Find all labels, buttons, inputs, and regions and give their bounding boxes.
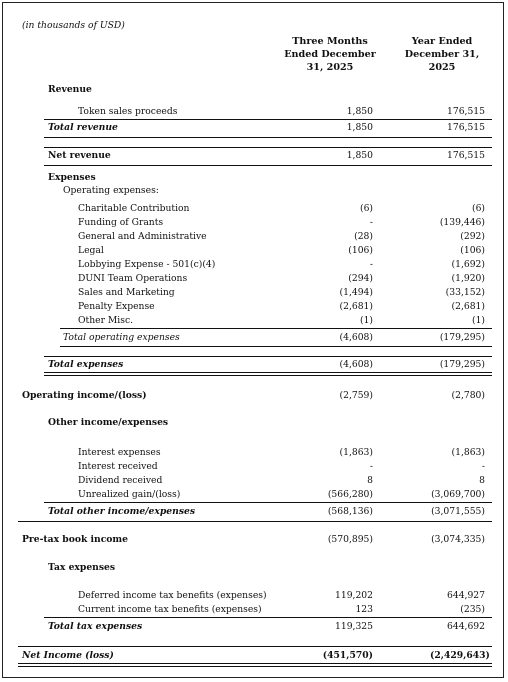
row-value-col2: (292) [460,231,485,242]
header-col1-line1: Three Months [292,36,368,47]
header-col1-line3: 31, 2025 [306,62,354,73]
row-value-col2: 176,515 [447,106,485,117]
row-label: Pre-tax book income [22,534,128,545]
row-value-col1: 8 [367,475,373,486]
rule [44,356,492,357]
row-value-col2: (6) [471,203,485,214]
row-label: Penalty Expense [78,301,155,312]
row-value-col2: 176,515 [447,122,485,133]
row-value-col1: 1,850 [346,150,373,161]
row-label: Lobbying Expense - 501(c)(4) [78,259,216,270]
row-label: Token sales proceeds [78,106,178,117]
row-value-col1: (570,895) [327,534,373,545]
row-value-col1: (2,759) [339,390,373,401]
row-label: Deferred income tax benefits (expenses) [78,590,267,601]
row-label: Total operating expenses [63,332,180,343]
row-value-col2: (2,681) [451,301,485,312]
row-value-col2: (33,152) [445,287,485,298]
row-value-col2: (139,446) [439,217,485,228]
row-value-col1: 1,850 [346,106,373,117]
row-label-net-income: Net Income (loss) [22,650,114,661]
row-label: Total expenses [48,359,124,370]
row-value-col1: - [369,461,373,472]
row-value-col1: (4,608) [339,332,373,343]
row-value-col1: 123 [355,604,373,615]
rule [18,521,492,522]
units-note: (in thousands of USD) [22,20,125,31]
row-label: Unrealized gain/(loss) [78,489,181,500]
row-value-col2: (1,920) [451,273,485,284]
row-label: Sales and Marketing [78,287,175,298]
section-expenses: Expenses [48,172,96,183]
rule [44,119,492,120]
row-label: Charitable Contribution [78,203,190,214]
row-label: Operating income/(loss) [22,390,147,401]
double-rule [18,663,492,667]
row-value-col1: (1,863) [339,447,373,458]
rule [60,328,492,329]
row-value-col1: 119,325 [335,621,373,632]
row-value-col1: (2,681) [339,301,373,312]
row-label: Interest expenses [78,447,161,458]
header-col2-line2: December 31, [404,49,480,60]
row-label: Total revenue [48,122,118,133]
row-label: Other Misc. [78,315,134,326]
row-value-col2: (3,069,700) [431,489,485,500]
rule [44,165,492,166]
row-label: Current income tax benefits (expenses) [78,604,262,615]
row-value-col2: (106) [460,245,485,256]
header-col1-line2: Ended December [284,49,376,60]
row-value-col1: (1,494) [339,287,373,298]
row-label: Legal [78,245,104,256]
row-value-col2: (179,295) [439,359,485,370]
row-label: Interest received [78,461,158,472]
header-col2-line1: Year Ended [411,36,473,47]
rule [18,646,492,647]
row-value-col1: - [369,259,373,270]
rule [60,346,492,347]
row-value-col2: 644,927 [447,590,485,601]
section-other-income: Other income/expenses [48,417,169,428]
section-tax-expenses: Tax expenses [48,562,116,573]
row-value-col2: (3,074,335) [431,534,485,545]
row-value-col2: (3,071,555) [431,506,485,517]
row-value-col1: - [369,217,373,228]
row-value-col2: 644,692 [447,621,485,632]
row-value-col2: (179,295) [439,332,485,343]
row-label: Total other income/expenses [48,506,196,517]
rule [44,502,492,503]
row-value-col1: (294) [348,273,373,284]
row-value-col1: 119,202 [335,590,373,601]
header-col2-line3: 2025 [428,62,456,73]
row-value-col1: (4,608) [339,359,373,370]
row-label: DUNI Team Operations [78,273,188,284]
section-revenue: Revenue [48,84,92,95]
rule [44,137,492,138]
subsection-operating-expenses: Operating expenses: [63,185,159,196]
row-value-col2: (2,780) [451,390,485,401]
row-value-col2: 176,515 [447,150,485,161]
row-value-col1: (566,280) [327,489,373,500]
row-value-col1: (1) [359,315,373,326]
row-value-col1: (568,136) [327,506,373,517]
row-value-col2: (235) [460,604,485,615]
row-label: General and Administrative [78,231,207,242]
row-value-col1: (106) [348,245,373,256]
row-value-col2: (1) [471,315,485,326]
row-label: Funding of Grants [78,217,164,228]
row-label: Net revenue [48,150,111,161]
row-value-col2: (1,692) [451,259,485,270]
rule [44,617,492,618]
row-label: Dividend received [78,475,163,486]
row-value-col2: - [481,461,485,472]
net-income-col2: (2,429,643) [430,650,490,661]
row-value-col2: 8 [479,475,485,486]
row-label: Total tax expenses [48,621,143,632]
row-value-col2: (1,863) [451,447,485,458]
rule [44,147,492,148]
double-rule [44,372,492,376]
row-value-col1: (6) [359,203,373,214]
row-value-col1: 1,850 [346,122,373,133]
net-income-col1: (451,570) [322,650,373,661]
row-value-col1: (28) [354,231,373,242]
